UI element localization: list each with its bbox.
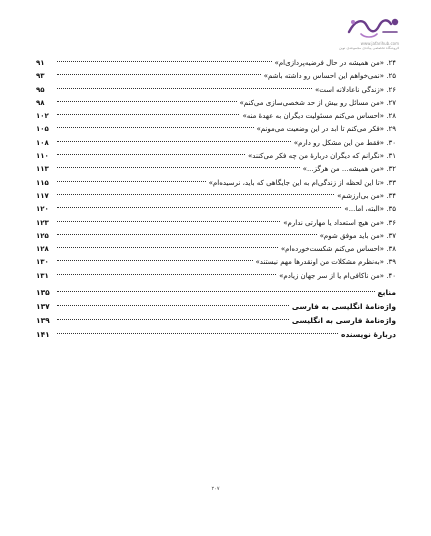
dot-leader (57, 154, 245, 155)
toc-chapter-entry (36, 286, 396, 300)
dot-leader (57, 221, 280, 222)
dot-leader (57, 101, 237, 102)
dot-leader (57, 247, 278, 248)
toc-entry (36, 70, 396, 83)
toc-entry-page: ۱۲۰ (36, 205, 49, 214)
toc-entry-title: واژه‌نامهٔ فارسی به انگلیسی (291, 316, 396, 326)
toc-entry (36, 270, 396, 283)
toc-entry (36, 150, 396, 163)
toc-entry-page: ۹۱ (36, 59, 45, 67)
table-of-contents (36, 57, 396, 342)
toc-entry-title: ۳۴. «من بی‌ارزشم» (337, 191, 396, 200)
toc-entry-page: ۱۲۳ (36, 218, 49, 227)
toc-entry-title: ۲۸. «احساس می‌کنم مسئولیت دیگران به عهدهٔ منه» (242, 112, 396, 121)
dot-leader (57, 61, 272, 62)
toc-entry (36, 256, 396, 269)
dot-leader (57, 291, 375, 292)
dot-leader (57, 181, 206, 182)
toc-entry-page: ۹۳ (36, 72, 45, 81)
dot-leader (57, 88, 312, 89)
toc-entry-title: ۲۶. «زندگی ناعادلانه است» (314, 85, 396, 94)
toc-entry (36, 163, 396, 176)
dot-leader (57, 207, 341, 208)
toc-entry (36, 243, 396, 256)
toc-entry-page: ۱۳۰ (36, 258, 49, 267)
toc-entry (36, 110, 396, 123)
toc-entry (36, 123, 396, 136)
dot-leader (57, 74, 261, 75)
toc-entry-page: ۱۱۵ (36, 178, 49, 187)
toc-entry-title: ۳۳. «تا این لحظه از زندگی‌ام به این جایگاهی که باید، نرسیده‌ام» (208, 178, 396, 187)
toc-entry-page: ۱۳۹ (36, 316, 50, 326)
dot-leader (57, 127, 254, 128)
toc-entry-title: ۳۶. «من هیچ استعداد یا مهارتی ندارم» (283, 218, 396, 227)
toc-entry-title: ۳۲. «من همیشه... من هرگز...» (302, 165, 396, 174)
toc-entry-page: ۱۴۱ (36, 330, 50, 340)
toc-entry-page: ۱۰۲ (36, 112, 49, 121)
toc-entry-title: ۲۴. «من همیشه در حال فرضیه‌پردازی‌ام» (274, 59, 396, 67)
dot-leader (57, 274, 276, 275)
toc-entry-title: ۲۹. «فکر می‌کنم تا ابد در این وضعیت می‌مونم» (256, 125, 396, 134)
publisher-url: www.jafarihub.com (360, 41, 399, 46)
toc-entry (36, 217, 396, 230)
publisher-tagline: فروشگاه تخصصی پیاده‌ی مجموعه‌ی نوین (338, 46, 399, 50)
toc-entry (36, 84, 396, 97)
dot-leader (57, 114, 239, 115)
toc-entry-page: ۱۱۰ (36, 152, 49, 161)
toc-entry-title: ۲۵. «نمی‌خواهم این احساس رو داشته باشم» (263, 72, 396, 81)
toc-entry-title: ۲۷. «من مسائل رو بیش از حد شخصی‌سازی می‌کنم» (239, 98, 396, 107)
toc-entry (36, 97, 396, 110)
toc-entry-page: ۱۲۵ (36, 231, 49, 240)
dot-leader (57, 260, 253, 261)
toc-entry-page: ۱۲۸ (36, 245, 49, 254)
toc-entry (36, 190, 396, 203)
dot-leader (57, 333, 338, 334)
toc-entry (36, 57, 396, 70)
toc-entry-page: ۱۳۵ (36, 288, 50, 298)
toc-entry-page: ۹۸ (36, 98, 45, 107)
dot-leader (57, 319, 289, 320)
toc-chapter-entry (36, 328, 396, 342)
toc-chapter-entry (36, 314, 396, 328)
toc-entry (36, 203, 396, 216)
toc-entry-page: ۱۳۱ (36, 271, 49, 280)
dot-leader (57, 141, 291, 142)
toc-entry-page: ۱۱۳ (36, 165, 49, 174)
toc-entry-title: منابع (377, 288, 396, 298)
dot-leader (57, 194, 334, 195)
dot-leader (57, 167, 300, 168)
toc-entry-title: ۳۸. «احساس می‌کنم شکست‌خورده‌ام» (280, 245, 396, 254)
dot-leader (57, 305, 289, 306)
dot-leader (57, 234, 317, 235)
toc-entry-title: ۳۷. «من باید موفق شوم» (319, 231, 396, 240)
toc-entry (36, 137, 396, 150)
toc-entry-page: ۱۰۵ (36, 125, 49, 134)
toc-entry-title: ۳۹. «به‌نظرم مشکلات من اونقدرها مهم نیستند» (255, 258, 396, 267)
toc-entry-title: دربارهٔ نویسنده (341, 330, 396, 340)
toc-entry (36, 177, 396, 190)
publisher-logo (337, 14, 405, 54)
toc-chapter-entry (36, 300, 396, 314)
toc-entry-page: ۱۰۸ (36, 138, 49, 147)
toc-entry-page: ۹۵ (36, 85, 45, 94)
toc-entry-title: ۳۱. «نگرانم که دیگران دربارهٔ من چه فکر می‌کنند» (248, 152, 396, 161)
toc-entry-title: واژه‌نامهٔ انگلیسی به فارسی (291, 302, 396, 312)
page-number: ۲۰۷ (211, 486, 220, 492)
toc-entry-title: ۴۰. «من ناکافی‌ام یا از سر جهان زیادم» (279, 271, 396, 280)
toc-entry-title: ۳۰. «فقط من این مشکل رو دارم» (293, 138, 396, 147)
publisher-logo-icon (345, 14, 401, 40)
toc-entry-page: ۱۳۷ (36, 302, 50, 312)
toc-entry (36, 230, 396, 243)
toc-entry-page: ۱۱۷ (36, 191, 49, 200)
toc-entry-title: ۳۵. «البته، اما...» (344, 205, 396, 214)
